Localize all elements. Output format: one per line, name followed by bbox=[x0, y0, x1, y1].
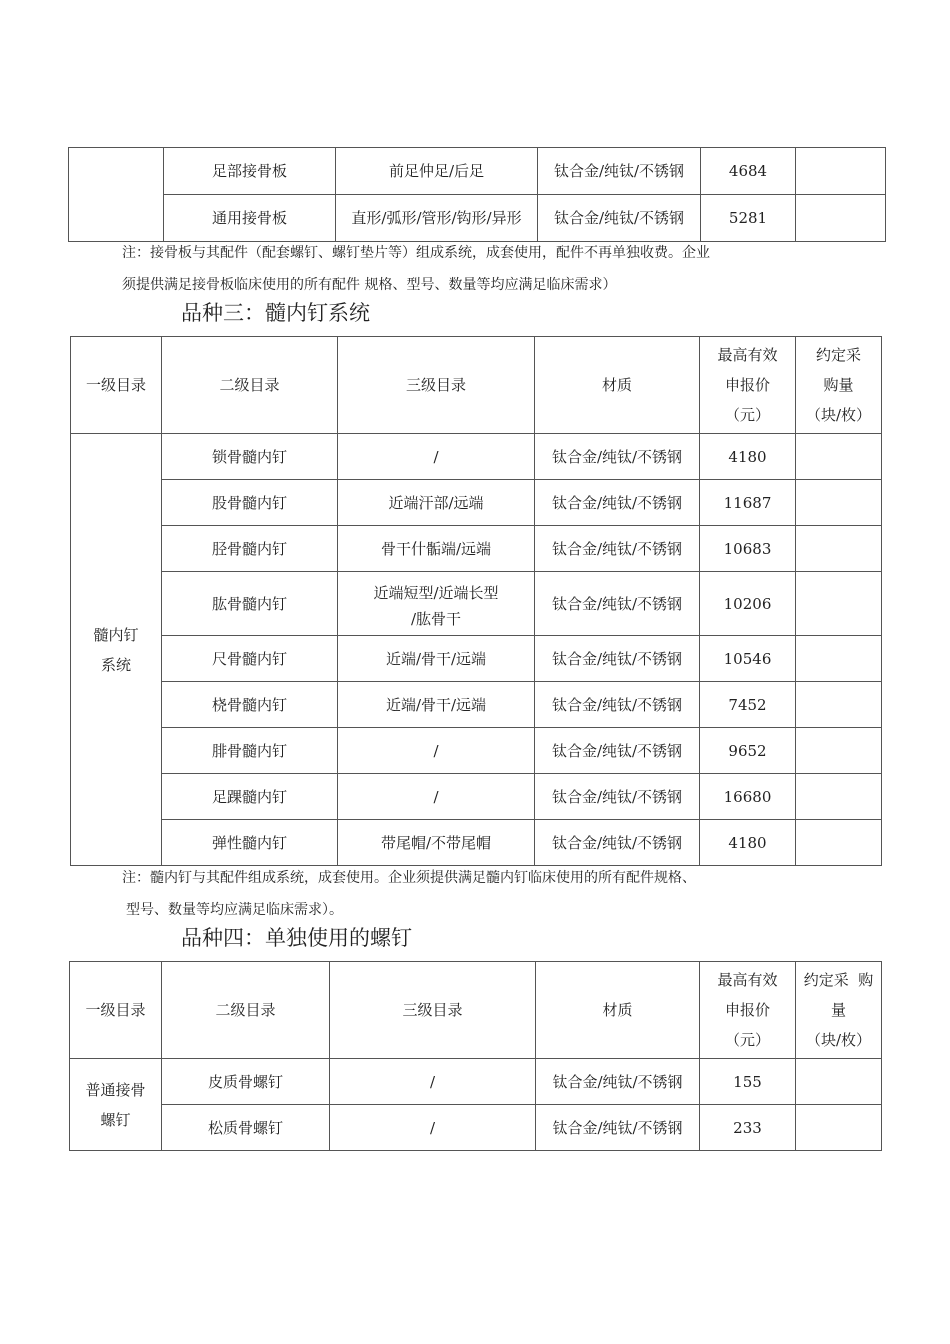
third-level-cell: 近端短型/近端长型 /肱骨干 bbox=[338, 572, 535, 636]
material-cell: 钛合金/纯钛/不锈钢 bbox=[535, 820, 700, 866]
third-level-cell: / bbox=[338, 434, 535, 480]
third-level-cell: / bbox=[338, 728, 535, 774]
header-max-price: 最高有效 申报价 （元） bbox=[700, 962, 796, 1059]
second-level-cell: 松质骨螺钉 bbox=[162, 1105, 330, 1151]
third-level-cell: 带尾帽/不带尾帽 bbox=[338, 820, 535, 866]
third-level-cell: 前足仲足/后足 bbox=[336, 148, 538, 195]
material-cell: 钛合金/纯钛/不锈钢 bbox=[535, 434, 700, 480]
header-agreed-quantity: 约定采 购量 （块/枚） bbox=[796, 337, 882, 434]
second-level-cell: 尺骨髓内钉 bbox=[162, 636, 338, 682]
price-cell: 4180 bbox=[700, 434, 796, 480]
quantity-cell bbox=[796, 820, 882, 866]
table-row bbox=[71, 820, 882, 866]
third-level-cell: / bbox=[330, 1105, 536, 1151]
first-level-cell: 普通接骨 螺钉 bbox=[70, 1059, 162, 1151]
third-level-cell: 近端/骨干/远端 bbox=[338, 682, 535, 728]
header-material: 材质 bbox=[536, 962, 700, 1059]
material-cell: 钛合金/纯钛/不锈钢 bbox=[535, 636, 700, 682]
price-cell: 155 bbox=[700, 1059, 796, 1105]
material-cell: 钛合金/纯钛/不锈钢 bbox=[538, 195, 701, 242]
second-level-cell: 肱骨髓内钉 bbox=[162, 572, 338, 636]
table-row bbox=[71, 636, 882, 682]
quantity-cell bbox=[796, 636, 882, 682]
quantity-cell bbox=[796, 728, 882, 774]
third-level-cell: 骨干什骺端/远端 bbox=[338, 526, 535, 572]
table-row bbox=[71, 526, 882, 572]
price-cell: 7452 bbox=[700, 682, 796, 728]
intramedullary-nail-table bbox=[70, 336, 882, 866]
material-cell: 钛合金/纯钛/不锈钢 bbox=[535, 526, 700, 572]
second-level-cell: 足部接骨板 bbox=[164, 148, 336, 195]
material-cell: 钛合金/纯钛/不锈钢 bbox=[535, 682, 700, 728]
price-cell: 4180 bbox=[700, 820, 796, 866]
material-cell: 钛合金/纯钛/不锈钢 bbox=[536, 1105, 700, 1151]
second-level-cell: 通用接骨板 bbox=[164, 195, 336, 242]
table-row bbox=[71, 480, 882, 526]
quantity-cell bbox=[796, 1059, 882, 1105]
price-cell: 16680 bbox=[700, 774, 796, 820]
note-2-line-2: 型号、数量等均应满足临床需求）。 bbox=[126, 902, 343, 918]
table-row bbox=[69, 148, 886, 195]
quantity-cell bbox=[796, 1105, 882, 1151]
second-level-cell: 锁骨髓内钉 bbox=[162, 434, 338, 480]
note-1-line-2: 须提供满足接骨板临床使用的所有配件 规格、型号、数量等均应满足临床需求） bbox=[122, 277, 617, 293]
standalone-screw-table bbox=[69, 961, 882, 1151]
second-level-cell: 足踝髓内钉 bbox=[162, 774, 338, 820]
material-cell: 钛合金/纯钛/不锈钢 bbox=[535, 572, 700, 636]
quantity-cell bbox=[796, 434, 882, 480]
quantity-cell bbox=[796, 148, 886, 195]
header-material: 材质 bbox=[535, 337, 700, 434]
second-level-cell: 皮质骨螺钉 bbox=[162, 1059, 330, 1105]
table-row bbox=[71, 728, 882, 774]
table-row bbox=[71, 682, 882, 728]
header-first-level: 一级目录 bbox=[71, 337, 162, 434]
price-cell: 10546 bbox=[700, 636, 796, 682]
table-row bbox=[70, 1059, 882, 1105]
table-header-row bbox=[71, 337, 882, 434]
second-level-cell: 腓骨髓内钉 bbox=[162, 728, 338, 774]
third-level-cell: 近端汗部/远端 bbox=[338, 480, 535, 526]
second-level-cell: 桡骨髓内钉 bbox=[162, 682, 338, 728]
second-level-cell: 股骨髓内钉 bbox=[162, 480, 338, 526]
material-cell: 钛合金/纯钛/不锈钢 bbox=[538, 148, 701, 195]
price-cell: 10206 bbox=[700, 572, 796, 636]
price-cell: 9652 bbox=[700, 728, 796, 774]
header-first-level: 一级目录 bbox=[70, 962, 162, 1059]
third-level-cell: / bbox=[338, 774, 535, 820]
second-level-cell: 胫骨髓内钉 bbox=[162, 526, 338, 572]
header-third-level: 三级目录 bbox=[330, 962, 536, 1059]
material-cell: 钛合金/纯钛/不锈钢 bbox=[535, 480, 700, 526]
price-cell: 233 bbox=[700, 1105, 796, 1151]
note-2-line-1: 注：髓内钉与其配件组成系统，成套使用。企业须提供满足髓内钉临床使用的所有配件规格、 bbox=[122, 870, 696, 886]
third-level-cell: 直形/弧形/管形/钩形/异形 bbox=[336, 195, 538, 242]
header-third-level: 三级目录 bbox=[338, 337, 535, 434]
third-level-cell: / bbox=[330, 1059, 536, 1105]
table-row bbox=[69, 195, 886, 242]
third-level-cell: 近端/骨干/远端 bbox=[338, 636, 535, 682]
first-level-cell: 髓内钉 系统 bbox=[71, 434, 162, 866]
header-second-level: 二级目录 bbox=[162, 337, 338, 434]
table-row bbox=[71, 434, 882, 480]
quantity-cell bbox=[796, 682, 882, 728]
note-1-line-1: 注：接骨板与其配件（配套螺钉、螺钉垫片等）组成系统，成套使用，配件不再单独收费。企业 bbox=[122, 245, 710, 261]
table-row bbox=[71, 774, 882, 820]
price-cell: 10683 bbox=[700, 526, 796, 572]
material-cell: 钛合金/纯钛/不锈钢 bbox=[535, 728, 700, 774]
header-max-price: 最高有效 申报价 （元） bbox=[700, 337, 796, 434]
material-cell: 钛合金/纯钛/不锈钢 bbox=[536, 1059, 700, 1105]
first-level-cell bbox=[69, 148, 164, 242]
quantity-cell bbox=[796, 195, 886, 242]
quantity-cell bbox=[796, 526, 882, 572]
quantity-cell bbox=[796, 480, 882, 526]
section-4-title: 品种四：单独使用的螺钉 bbox=[181, 926, 412, 950]
bone-plate-table bbox=[68, 147, 886, 242]
section-3-title: 品种三：髓内钉系统 bbox=[181, 301, 370, 325]
header-agreed-quantity: 约定采 购 量 （块/枚） bbox=[796, 962, 882, 1059]
price-cell: 11687 bbox=[700, 480, 796, 526]
header-second-level: 二级目录 bbox=[162, 962, 330, 1059]
quantity-cell bbox=[796, 774, 882, 820]
table-row bbox=[71, 572, 882, 636]
material-cell: 钛合金/纯钛/不锈钢 bbox=[535, 774, 700, 820]
price-cell: 4684 bbox=[701, 148, 796, 195]
table-header-row bbox=[70, 962, 882, 1059]
second-level-cell: 弹性髓内钉 bbox=[162, 820, 338, 866]
price-cell: 5281 bbox=[701, 195, 796, 242]
quantity-cell bbox=[796, 572, 882, 636]
table-row bbox=[70, 1105, 882, 1151]
